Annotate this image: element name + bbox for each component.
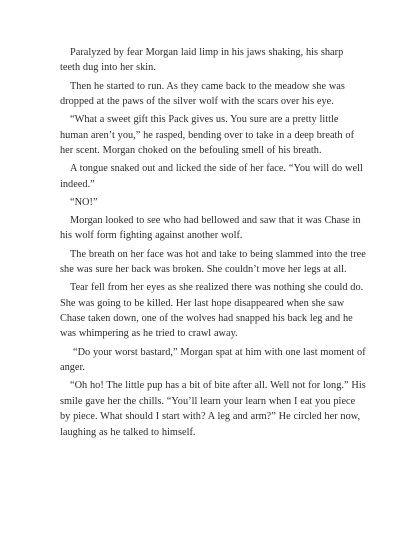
paragraph: Paralyzed by fear Morgan laid limp in his jaws shaking, his sharp teeth dug into her skin. (60, 47, 344, 74)
paragraph: The breath on her face was hot and take to being slammed into the tree she was sure her back was broken. She couldn’t move her legs at all. (60, 248, 366, 276)
paragraph: Tear fell from her eyes as she realized there was nothing she could do. She was going to be killed. Her last hope disappeared when she saw Chase taken down, one of the wolves had snapped his back leg and he was whimpering as he tried to crawl away. (60, 282, 364, 340)
paragraph: “Do your worst bastard,” Morgan spat at him with one last moment of anger. (60, 346, 366, 374)
paragraph: Then he started to run. As they came back to the meadow she was dropped at the paws of the silver wolf with the scars over his eye. (60, 80, 345, 108)
paragraph: Morgan looked to see who had bellowed and saw that it was Chase in his wolf form fighting against another wolf. (60, 215, 361, 242)
paragraph: A tongue snaked out and licked the side of her face. “You will do well indeed.” (60, 163, 363, 190)
paragraph: “What a sweet gift this Pack gives us. You sure are a pretty little human aren’t you,” he rasped, bending over to take in a deep breath of her scent. Morgan choked on the befouling smell of his breath. (60, 114, 355, 157)
body-text (60, 45, 366, 443)
paragraph: “NO!” (70, 196, 98, 208)
paragraph: “Oh ho! The little pup has a bit of bite after all. Well not for long.” His smile gave her the chills. “You’ll learn your learn when I eat you piece by piece. What should I start with? A leg and arm?” He circled her now, laughing as he talked to himself. (60, 380, 366, 438)
